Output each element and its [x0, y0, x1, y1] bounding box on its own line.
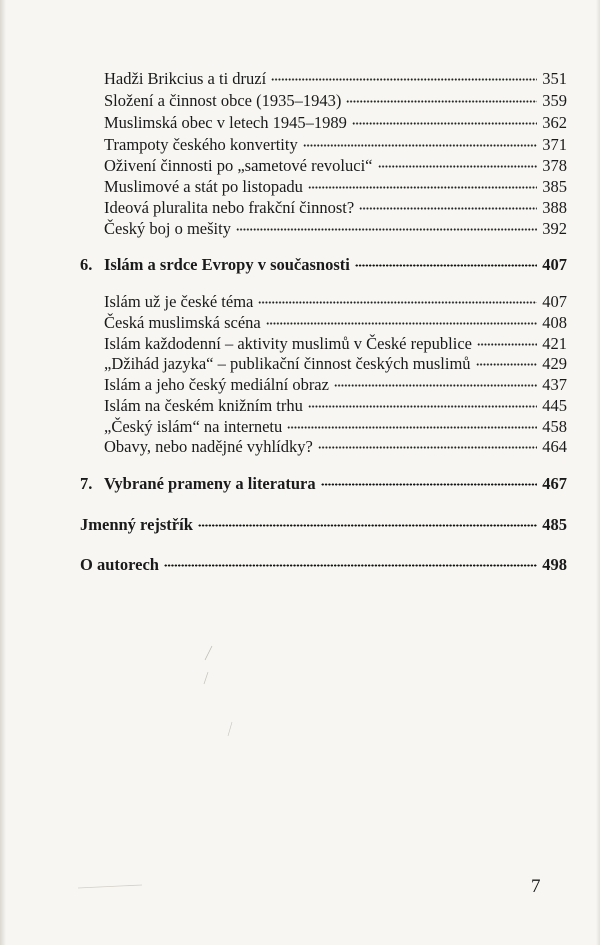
chapter-title: Vybrané prameny a literatura — [104, 474, 316, 493]
index-page: 485 — [542, 515, 567, 534]
toc-entry-title: Islám už je české téma — [104, 292, 254, 311]
dot-leader — [303, 144, 538, 147]
toc-entry[interactable] — [0, 155, 600, 177]
toc-entry[interactable] — [0, 134, 600, 156]
dot-leader — [355, 264, 537, 267]
toc-entry-page: 429 — [542, 354, 567, 373]
toc-entry-title: Ideová pluralita nebo frakční činnost? — [104, 198, 355, 217]
toc-entry-title: „Český islám“ na internetu — [104, 417, 283, 436]
toc-entry-title: Muslimové a stát po listopadu — [104, 177, 303, 196]
dot-leader — [164, 564, 537, 567]
toc-chapter-6[interactable] — [0, 254, 600, 276]
toc-entry-title: Muslimská obec v letech 1945–1989 — [104, 113, 347, 132]
toc-entry-title: Trampoty českého konvertity — [104, 135, 298, 154]
dot-leader — [198, 524, 537, 527]
toc-entry-page: 388 — [542, 198, 567, 217]
index-title: Jmenný rejstřík — [80, 515, 193, 534]
toc-entry[interactable] — [0, 291, 600, 313]
toc-entry[interactable] — [0, 90, 600, 112]
toc-entry[interactable] — [0, 176, 600, 198]
toc-entry-title: Hadži Brikcius a ti druzí — [104, 69, 267, 88]
dot-leader — [378, 165, 538, 168]
toc-entry[interactable] — [0, 436, 600, 458]
toc-entry-page: 378 — [542, 156, 567, 175]
dot-leader — [352, 122, 537, 125]
dot-leader — [346, 100, 537, 103]
toc-chapter-7[interactable] — [0, 473, 600, 495]
dot-leader — [321, 483, 538, 486]
dot-leader — [308, 405, 537, 408]
toc-entry-page: 362 — [542, 113, 567, 132]
dot-leader — [476, 363, 538, 366]
dot-leader — [236, 228, 537, 231]
toc-entry-page: 359 — [542, 91, 567, 110]
toc-entry[interactable] — [0, 416, 600, 438]
toc-entry-title: „Džihád jazyka“ – publikační činnost českých muslimů — [104, 354, 471, 373]
dot-leader — [334, 384, 537, 387]
toc-entry-page: 385 — [542, 177, 567, 196]
toc-entry[interactable] — [0, 112, 600, 134]
authors-title: O autorech — [80, 555, 159, 574]
toc-entry-page: 445 — [542, 396, 567, 415]
dot-leader — [266, 322, 538, 325]
toc-entry-page: 408 — [542, 313, 567, 332]
chapter-number: 7. — [80, 474, 93, 493]
dot-leader — [318, 446, 537, 449]
toc-entry-title: Oživení činnosti po „sametové revoluci“ — [104, 156, 373, 175]
toc-entry-page: 421 — [542, 334, 567, 353]
chapter-page: 407 — [542, 255, 567, 274]
chapter-title: Islám a srdce Evropy v současnosti — [104, 255, 350, 274]
toc-entry[interactable] — [0, 353, 600, 375]
chapter-number: 6. — [80, 255, 93, 274]
toc-entry-title: Islám na českém knižním trhu — [104, 396, 303, 415]
toc-authors[interactable] — [0, 554, 600, 576]
toc-index[interactable] — [0, 514, 600, 536]
toc-entry-page: 407 — [542, 292, 567, 311]
dot-leader — [359, 207, 537, 210]
toc-entry-page: 351 — [542, 69, 567, 88]
dot-leader — [308, 186, 537, 189]
toc-entry-title: Složení a činnost obce (1935–1943) — [104, 91, 342, 110]
authors-page: 498 — [542, 555, 567, 574]
dot-leader — [287, 426, 537, 429]
toc-entry-title: Česká muslimská scéna — [104, 313, 261, 332]
dot-leader — [271, 78, 537, 81]
toc-entry[interactable] — [0, 68, 600, 90]
toc-entry[interactable] — [0, 374, 600, 396]
toc-entry-title: Islám každodenní – aktivity muslimů v České republice — [104, 334, 472, 353]
toc-entry-page: 392 — [542, 219, 567, 238]
toc-entry[interactable] — [0, 333, 600, 355]
toc-entry[interactable] — [0, 312, 600, 334]
chapter-page: 467 — [542, 474, 567, 493]
toc-entry-page: 371 — [542, 135, 567, 154]
toc-entry-page: 437 — [542, 375, 567, 394]
toc-entry[interactable] — [0, 218, 600, 240]
dot-leader — [477, 343, 537, 346]
dot-leader — [258, 301, 537, 304]
page-number: 7 — [531, 876, 541, 897]
toc-entry-page: 458 — [542, 417, 567, 436]
toc-entry[interactable] — [0, 395, 600, 417]
toc-entry-page: 464 — [542, 437, 567, 456]
toc-entry[interactable] — [0, 197, 600, 219]
toc-entry-title: Islám a jeho český mediální obraz — [104, 375, 329, 394]
toc-entry-title: Obavy, nebo nadějné vyhlídky? — [104, 437, 313, 456]
toc-entry-title: Český boj o mešity — [104, 219, 231, 238]
